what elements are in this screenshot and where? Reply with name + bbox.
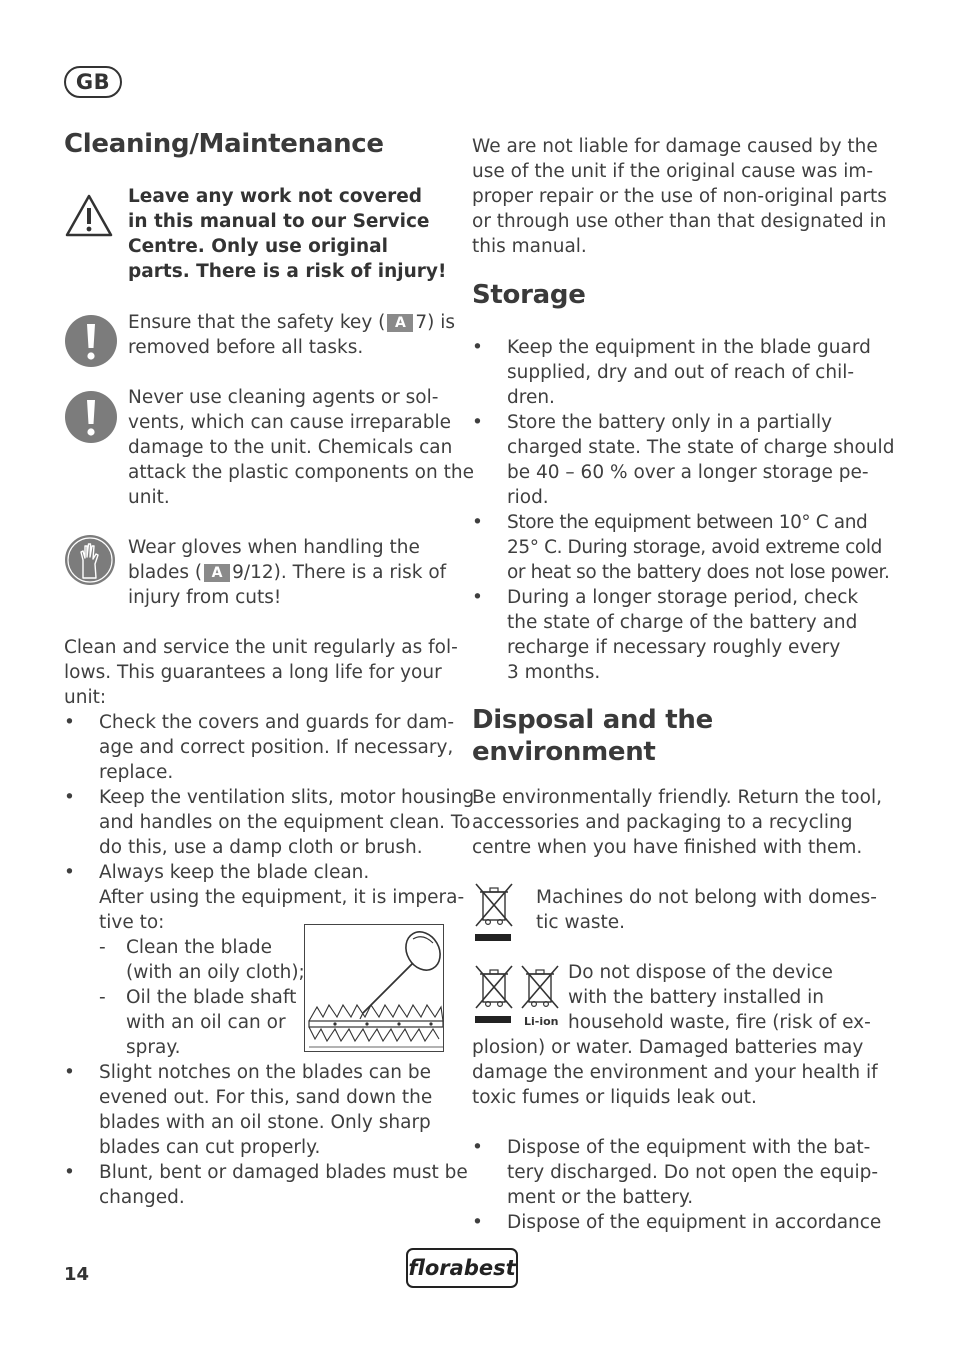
warning-triangle-icon bbox=[64, 192, 114, 240]
li-ion-label: Li-ion bbox=[524, 1015, 559, 1028]
section-heading-cleaning: Cleaning/Maintenance bbox=[64, 129, 384, 159]
sub-list-item: - Clean the blade (with an oily cloth); bbox=[99, 937, 305, 983]
gloves-text: Wear gloves when handling the blades ( A 9/12). There is a risk of injury from cuts! bbox=[128, 537, 447, 608]
battery-disposal-text: Do not dispose of the device with the battery installed in household waste, fire (risk of ex- bbox=[568, 962, 871, 1033]
brand-logo: florabest bbox=[406, 1248, 518, 1288]
exclamation-circle-icon bbox=[64, 314, 118, 368]
gloves-icon bbox=[64, 534, 116, 586]
liability-paragraph: We are not liable for damage caused by the use of the unit if the original cause was im- proper repair or the use of non-original parts or through use other than that designated in this manual. bbox=[472, 136, 887, 257]
list-item: • Check the covers and guards for dam- age and correct position. If necessary, replace. bbox=[64, 712, 455, 783]
cleaning-agents-text: Never use cleaning agents or sol- vents, which can cause irreparable damage to the unit. Chemicals can attack the plastic components on the unit. bbox=[128, 387, 474, 508]
exclamation-circle-icon bbox=[64, 390, 118, 444]
list-item: • Slight notches on the blades can be evened out. For this, sand down the blades with an oil stone. Only sharp blades can cut properly. bbox=[64, 1062, 433, 1158]
figure-ref-badge: A bbox=[387, 314, 413, 332]
safety-key-text: Ensure that the safety key ( A 7) is removed before all tasks. bbox=[128, 312, 456, 358]
list-item: • Keep the equipment in the blade guard supplied, dry and out of reach of chil- dren. bbox=[472, 337, 871, 408]
list-item: • Store the equipment between 10° C and 25° C. During storage, avoid extreme cold or heat so the battery does not lose power. bbox=[472, 512, 890, 583]
list-item: • During a longer storage period, check the state of charge of the battery and recharge if necessary roughly every 3 months. bbox=[472, 587, 859, 683]
list-item: • Store the battery only in a partially charged state. The state of charge should be 40 – 60 % over a longer storage pe- riod. bbox=[472, 412, 895, 508]
sub-list-item: - Oil the blade shaft with an oil can or spray. bbox=[99, 987, 297, 1058]
page-number: 14 bbox=[64, 1264, 90, 1285]
language-badge: GB bbox=[64, 66, 122, 98]
list-item: • Blunt, bent or damaged blades must be changed. bbox=[64, 1162, 468, 1208]
crossed-bin-icon bbox=[472, 882, 516, 944]
figure-ref-badge: A bbox=[204, 564, 230, 582]
list-item: • Dispose of the equipment in accordance bbox=[472, 1212, 882, 1233]
list-item: • Dispose of the equipment with the bat- tery discharged. Do not open the equip- ment or the battery. bbox=[472, 1137, 879, 1208]
battery-disposal-text-cont: plosion) or water. Damaged batteries may damage the environment and your health if toxic fumes or liquids leak out. bbox=[472, 1037, 878, 1108]
section-heading-storage: Storage bbox=[472, 280, 586, 310]
section-heading-disposal: Disposal and the environment bbox=[472, 705, 713, 767]
disposal-intro: Be environmentally friendly. Return the tool, accessories and packaging to a recycling centre when you have finished with them. bbox=[472, 787, 882, 858]
oil-can-blade-illustration bbox=[304, 924, 444, 1052]
list-item: • Always keep the blade clean. After using the equipment, it is impera- tive to: bbox=[64, 862, 465, 933]
machines-text: Machines do not belong with domes- tic waste. bbox=[536, 887, 877, 933]
crossed-battery-bin-icon bbox=[518, 964, 562, 1010]
warning-text: Leave any work not covered in this manual to our Service Centre. Only use original parts. There is a risk of injury! bbox=[128, 186, 447, 282]
list-item: • Keep the ventilation slits, motor housing and handles on the equipment clean. To do this, use a damp cloth or brush. bbox=[64, 787, 475, 858]
crossed-bin-icon bbox=[472, 964, 516, 1026]
maintenance-intro: Clean and service the unit regularly as fol- lows. This guarantees a long life for your unit: bbox=[64, 637, 458, 708]
